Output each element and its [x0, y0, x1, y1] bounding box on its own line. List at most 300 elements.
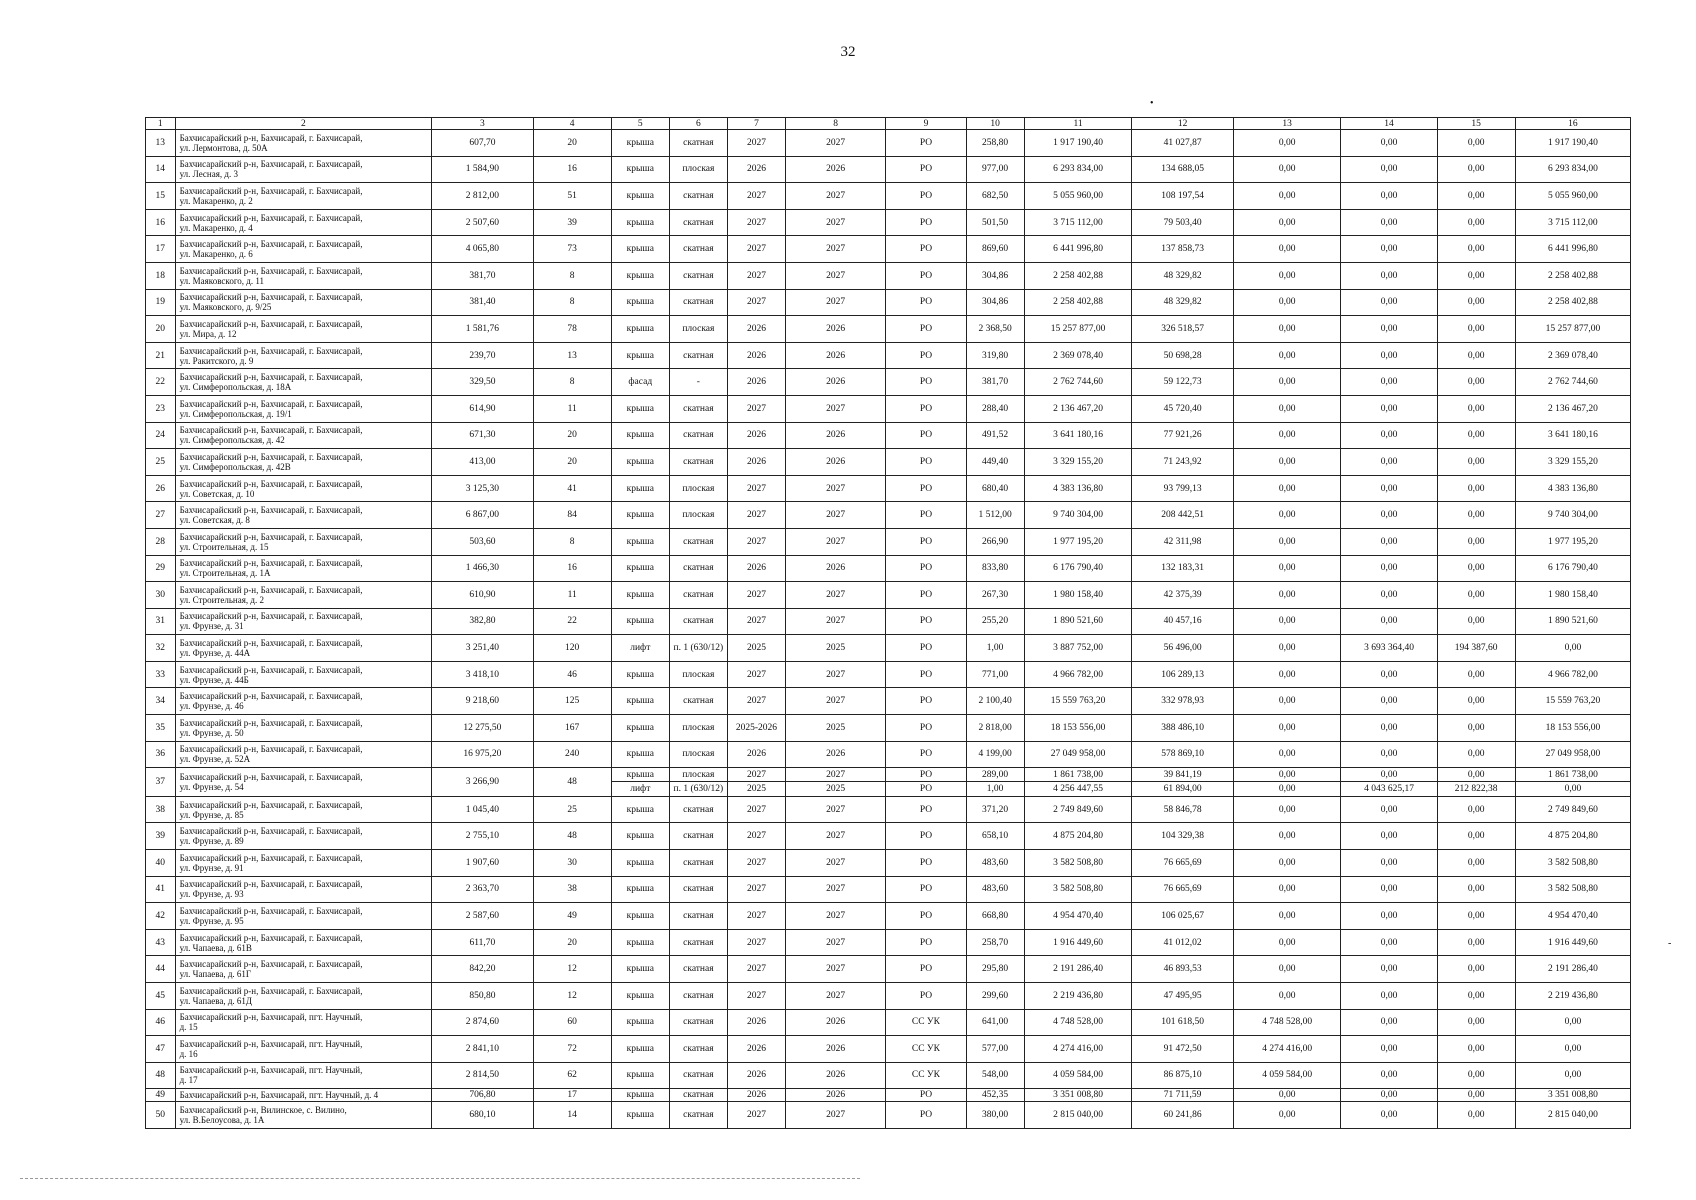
data-cell: 491,52 [966, 422, 1024, 449]
data-cell: 0,00 [1341, 956, 1437, 983]
data-cell: 2027 [785, 823, 885, 850]
data-cell: 167 [533, 715, 611, 742]
data-cell: 9 740 304,00 [1515, 502, 1630, 529]
data-cell: крыша [611, 316, 669, 343]
data-cell: 2027 [727, 528, 785, 555]
address-line: д. 15 [179, 1022, 198, 1033]
data-cell: крыша [611, 555, 669, 582]
table-row [146, 956, 1631, 983]
row-number: 47 [146, 1036, 176, 1063]
data-cell: крыша [611, 768, 669, 782]
data-cell: 0,00 [1437, 796, 1515, 823]
data-cell: 6 441 996,80 [1515, 236, 1630, 263]
data-cell: 30 [533, 849, 611, 876]
data-cell: 0,00 [1437, 929, 1515, 956]
address-line: Бахчисарайский р-н, Бахчисарай, г. Бахчисарай, [179, 372, 363, 383]
data-cell: 332 978,93 [1132, 688, 1233, 715]
data-cell: 706,80 [432, 1089, 533, 1102]
data-cell: 452,35 [966, 1089, 1024, 1102]
data-cell: 16 975,20 [432, 741, 533, 768]
data-cell: 0,00 [1341, 608, 1437, 635]
data-cell: 2025 [785, 715, 885, 742]
address-line: ул. Фрунзе, д. 44А [179, 648, 251, 659]
data-cell: 41 [533, 475, 611, 502]
data-cell: 2 191 286,40 [1024, 956, 1132, 983]
data-cell: 79 503,40 [1132, 209, 1233, 236]
data-cell: 3 641 180,16 [1515, 422, 1630, 449]
data-cell: крыша [611, 903, 669, 930]
data-cell: 0,00 [1233, 183, 1341, 210]
data-cell: 2027 [727, 796, 785, 823]
data-cell: РО [886, 929, 966, 956]
data-cell: 2027 [785, 582, 885, 609]
row-number: 35 [146, 715, 176, 742]
data-cell: 1 512,00 [966, 502, 1024, 529]
data-cell: 0,00 [1341, 316, 1437, 343]
data-cell: 3 266,90 [432, 768, 533, 797]
data-cell: 2026 [727, 741, 785, 768]
data-cell: 2027 [727, 502, 785, 529]
address-cell [175, 316, 432, 343]
row-number: 21 [146, 342, 176, 369]
data-cell: 73 [533, 236, 611, 263]
data-cell: 2027 [785, 262, 885, 289]
data-cell: 2027 [727, 1102, 785, 1129]
address-line: Бахчисарайский р-н, Бахчисарай, г. Бахчисарай, [179, 132, 363, 143]
address-line: Бахчисарайский р-н, Бахчисарай, г. Бахчисарай, [179, 292, 363, 303]
data-cell: 0,00 [1437, 823, 1515, 850]
data-cell: скатная [669, 582, 727, 609]
data-cell: 0,00 [1437, 1102, 1515, 1129]
data-cell: 0,00 [1233, 796, 1341, 823]
address-line: ул. Симферопольская, д. 19/1 [179, 408, 292, 419]
data-cell: 2027 [785, 768, 885, 782]
address-line: Бахчисарайский р-н, Бахчисарай, г. Бахчисарай, [179, 664, 363, 675]
data-cell: 0,00 [1233, 982, 1341, 1009]
data-cell: 2027 [785, 1102, 885, 1129]
data-cell: 86 875,10 [1132, 1062, 1233, 1089]
table-row [146, 395, 1631, 422]
address-line: Бахчисарайский р-н, Бахчисарай, г. Бахчисарай, [179, 212, 363, 223]
data-cell: 137 858,73 [1132, 236, 1233, 263]
address-line: Бахчисарайский р-н, Бахчисарай, г. Бахчисарай, [179, 584, 363, 595]
data-cell: 0,00 [1341, 528, 1437, 555]
data-cell: 388 486,10 [1132, 715, 1233, 742]
data-cell: 319,80 [966, 342, 1024, 369]
data-cell: 0,00 [1341, 661, 1437, 688]
data-cell: 2025 [727, 635, 785, 662]
data-cell: РО [886, 982, 966, 1009]
data-cell: СС УК [886, 1036, 966, 1063]
data-cell: 1,00 [966, 635, 1024, 662]
data-cell: 2 874,60 [432, 1009, 533, 1036]
data-cell: 2026 [785, 1009, 885, 1036]
address-cell [175, 956, 432, 983]
data-cell: 0,00 [1233, 555, 1341, 582]
data-cell: 869,60 [966, 236, 1024, 263]
data-cell: 3 351 008,80 [1515, 1089, 1630, 1102]
column-header: 1 [146, 118, 176, 130]
data-cell: 2026 [727, 1089, 785, 1102]
data-cell: 3 715 112,00 [1024, 209, 1132, 236]
data-cell: 2 100,40 [966, 688, 1024, 715]
data-cell: РО [886, 608, 966, 635]
address-line: ул. Фрунзе, д. 46 [179, 701, 244, 712]
data-cell: РО [886, 502, 966, 529]
data-cell: 0,00 [1341, 289, 1437, 316]
address-line: Бахчисарайский р-н, Бахчисарай, г. Бахчисарай, [179, 852, 363, 863]
data-cell: 2 812,00 [432, 183, 533, 210]
data-cell: скатная [669, 1009, 727, 1036]
row-number: 25 [146, 449, 176, 476]
data-cell: 1 581,76 [432, 316, 533, 343]
data-cell: крыша [611, 741, 669, 768]
data-cell: 239,70 [432, 342, 533, 369]
data-cell: 0,00 [1233, 956, 1341, 983]
data-cell: крыша [611, 796, 669, 823]
data-cell: крыша [611, 528, 669, 555]
data-cell: 0,00 [1233, 130, 1341, 157]
data-cell: 2027 [785, 209, 885, 236]
address-line: ул. Фрунзе, д. 44Б [179, 674, 249, 685]
data-cell: 381,70 [966, 369, 1024, 396]
address-cell [175, 130, 432, 157]
data-cell: РО [886, 395, 966, 422]
data-cell: РО [886, 781, 966, 796]
column-header: 5 [611, 118, 669, 130]
address-line: Бахчисарайский р-н, Бахчисарай, г. Бахчисарай, [179, 826, 363, 837]
data-cell: 0,00 [1341, 502, 1437, 529]
data-cell: 38 [533, 876, 611, 903]
data-cell: 2027 [727, 823, 785, 850]
data-cell: 1 861 738,00 [1024, 768, 1132, 782]
data-cell: 2027 [727, 608, 785, 635]
data-cell: РО [886, 741, 966, 768]
address-cell [175, 262, 432, 289]
data-cell: 299,60 [966, 982, 1024, 1009]
data-cell: 3 125,30 [432, 475, 533, 502]
data-cell: 0,00 [1437, 262, 1515, 289]
data-cell: 1 890 521,60 [1024, 608, 1132, 635]
row-number: 49 [146, 1089, 176, 1102]
data-cell: скатная [669, 849, 727, 876]
data-cell: 78 [533, 316, 611, 343]
row-number: 43 [146, 929, 176, 956]
data-cell: 41 012,02 [1132, 929, 1233, 956]
table-row [146, 342, 1631, 369]
data-cell: 0,00 [1437, 528, 1515, 555]
data-cell: плоская [669, 768, 727, 782]
data-cell: крыша [611, 1102, 669, 1129]
data-cell: РО [886, 768, 966, 782]
data-cell: 2027 [785, 502, 885, 529]
table-row [146, 608, 1631, 635]
data-cell: 326 518,57 [1132, 316, 1233, 343]
data-cell: 503,60 [432, 528, 533, 555]
data-cell: 13 [533, 342, 611, 369]
data-cell: 9 740 304,00 [1024, 502, 1132, 529]
address-line: Бахчисарайский р-н, Бахчисарай, г. Бахчисарай, [179, 451, 363, 462]
address-cell [175, 715, 432, 742]
address-cell [175, 876, 432, 903]
data-cell: 48 [533, 768, 611, 797]
data-cell: 304,86 [966, 262, 1024, 289]
data-cell: 2026 [727, 1036, 785, 1063]
address-line: ул. Фрунзе, д. 95 [179, 915, 244, 926]
data-cell: 2027 [727, 262, 785, 289]
data-cell: 2027 [727, 661, 785, 688]
data-cell: 8 [533, 262, 611, 289]
data-cell: 4 199,00 [966, 741, 1024, 768]
data-cell: скатная [669, 796, 727, 823]
table-row [146, 982, 1631, 1009]
address-line: Бахчисарайский р-н, Бахчисарай, г. Бахчисарай, [179, 879, 363, 890]
data-cell: РО [886, 823, 966, 850]
row-number: 16 [146, 209, 176, 236]
data-cell: 93 799,13 [1132, 475, 1233, 502]
row-number: 44 [146, 956, 176, 983]
data-cell: 0,00 [1233, 741, 1341, 768]
address-line: ул. Макаренко, д. 6 [179, 249, 253, 260]
data-cell: 59 122,73 [1132, 369, 1233, 396]
data-cell: 0,00 [1341, 369, 1437, 396]
data-cell: 4 059 584,00 [1024, 1062, 1132, 1089]
data-cell: 2027 [727, 183, 785, 210]
data-cell: 2026 [785, 342, 885, 369]
address-line: ул. Чапаева, д. 61В [179, 942, 252, 953]
table-row [146, 635, 1631, 662]
table-row [146, 236, 1631, 263]
data-cell: 2 755,10 [432, 823, 533, 850]
data-cell: 12 [533, 956, 611, 983]
address-line: Бахчисарайский р-н, Бахчисарай, г. Бахчисарай, [179, 345, 363, 356]
column-header: 14 [1341, 118, 1437, 130]
data-cell: крыша [611, 183, 669, 210]
address-line: Бахчисарайский р-н, Бахчисарай, г. Бахчисарай, [179, 239, 363, 250]
data-cell: 15 257 877,00 [1024, 316, 1132, 343]
data-cell: РО [886, 236, 966, 263]
data-cell: 0,00 [1437, 475, 1515, 502]
data-cell: 0,00 [1233, 582, 1341, 609]
table-row [146, 715, 1631, 742]
data-cell: 2027 [785, 903, 885, 930]
data-cell: 0,00 [1341, 715, 1437, 742]
data-cell: 4 748 528,00 [1024, 1009, 1132, 1036]
data-cell: 2 815 040,00 [1024, 1102, 1132, 1129]
column-header: 16 [1515, 118, 1630, 130]
address-line: Бахчисарайский р-н, Бахчисарай, г. Бахчисарай, [179, 772, 363, 782]
data-cell: 680,10 [432, 1102, 533, 1129]
scan-mark: - [1668, 938, 1672, 949]
row-number: 30 [146, 582, 176, 609]
address-cell [175, 1089, 432, 1102]
data-cell: 106 025,67 [1132, 903, 1233, 930]
data-cell: 2026 [785, 1036, 885, 1063]
data-cell: 125 [533, 688, 611, 715]
data-cell: 2027 [785, 876, 885, 903]
data-cell: 22 [533, 608, 611, 635]
data-cell: 20 [533, 130, 611, 157]
data-cell: 2027 [727, 582, 785, 609]
data-cell: 0,00 [1341, 876, 1437, 903]
data-cell: 2 815 040,00 [1515, 1102, 1630, 1129]
data-cell: РО [886, 369, 966, 396]
data-cell: 2 749 849,60 [1515, 796, 1630, 823]
address-line: ул. Фрунзе, д. 91 [179, 862, 244, 873]
column-number-row [146, 118, 1631, 130]
address-cell [175, 823, 432, 850]
data-cell: крыша [611, 156, 669, 183]
data-cell: 0,00 [1233, 635, 1341, 662]
data-cell: 2027 [785, 929, 885, 956]
data-cell: 2027 [785, 395, 885, 422]
data-cell: 71 243,92 [1132, 449, 1233, 476]
data-cell: 2026 [727, 422, 785, 449]
table-row [146, 741, 1631, 768]
data-cell: 2027 [785, 688, 885, 715]
address-line: Бахчисарайский р-н, Бахчисарай, г. Бахчисарай, [179, 905, 363, 916]
data-cell: крыша [611, 823, 669, 850]
address-line: Бахчисарайский р-н, Бахчисарай, г. Бахчисарай, [179, 185, 363, 196]
data-cell: 0,00 [1233, 768, 1341, 782]
column-header: 3 [432, 118, 533, 130]
row-number: 34 [146, 688, 176, 715]
data-cell: 2026 [785, 741, 885, 768]
data-cell: 76 665,69 [1132, 876, 1233, 903]
data-cell: 2 258 402,88 [1515, 289, 1630, 316]
data-cell: 77 921,26 [1132, 422, 1233, 449]
data-cell: 2026 [785, 422, 885, 449]
address-line: Бахчисарайский р-н, Бахчисарай, г. Бахчисарай, [179, 611, 363, 622]
row-number: 38 [146, 796, 176, 823]
data-cell: 2 587,60 [432, 903, 533, 930]
address-line: д. 16 [179, 1048, 198, 1059]
data-cell: 0,00 [1341, 796, 1437, 823]
data-cell: 977,00 [966, 156, 1024, 183]
row-number: 24 [146, 422, 176, 449]
data-cell: 3 693 364,40 [1341, 635, 1437, 662]
table-row [146, 449, 1631, 476]
address-cell [175, 741, 432, 768]
data-cell: 60 241,86 [1132, 1102, 1233, 1129]
column-header: 9 [886, 118, 966, 130]
column-header: 10 [966, 118, 1024, 130]
data-cell: 0,00 [1341, 475, 1437, 502]
address-line: ул. Фрунзе, д. 50 [179, 727, 244, 738]
data-cell: 6 293 834,00 [1024, 156, 1132, 183]
data-cell: 0,00 [1233, 209, 1341, 236]
data-cell: 84 [533, 502, 611, 529]
row-number: 39 [146, 823, 176, 850]
data-cell: 20 [533, 449, 611, 476]
data-cell: скатная [669, 929, 727, 956]
data-cell: 3 887 752,00 [1024, 635, 1132, 662]
data-cell: 6 176 790,40 [1515, 555, 1630, 582]
data-cell: 0,00 [1341, 395, 1437, 422]
data-cell: 1 980 158,40 [1024, 582, 1132, 609]
address-line: ул. Фрунзе, д. 85 [179, 809, 244, 820]
data-cell: 0,00 [1341, 130, 1437, 157]
data-cell: 0,00 [1233, 422, 1341, 449]
table-row [146, 289, 1631, 316]
data-cell: 0,00 [1341, 236, 1437, 263]
data-cell: РО [886, 262, 966, 289]
data-cell: 0,00 [1341, 449, 1437, 476]
address-cell [175, 1102, 432, 1129]
row-number: 45 [146, 982, 176, 1009]
data-cell: 3 351 008,80 [1024, 1089, 1132, 1102]
data-cell: 0,00 [1437, 1062, 1515, 1089]
data-cell: 12 [533, 982, 611, 1009]
row-number: 29 [146, 555, 176, 582]
address-line: ул. Строительная, д. 2 [179, 594, 264, 605]
data-cell: 42 375,39 [1132, 582, 1233, 609]
data-cell: 2 219 436,80 [1515, 982, 1630, 1009]
data-cell: скатная [669, 956, 727, 983]
address-cell [175, 369, 432, 396]
data-cell: 2027 [727, 475, 785, 502]
data-cell: крыша [611, 395, 669, 422]
data-cell: 2027 [785, 608, 885, 635]
data-cell: 0,00 [1437, 956, 1515, 983]
address-cell [175, 768, 432, 797]
table-row [146, 528, 1631, 555]
address-cell [175, 342, 432, 369]
data-cell: РО [886, 555, 966, 582]
data-cell: РО [886, 528, 966, 555]
data-cell: 413,00 [432, 449, 533, 476]
data-cell: 2027 [785, 130, 885, 157]
data-cell: крыша [611, 929, 669, 956]
data-cell: крыша [611, 876, 669, 903]
table-body [146, 130, 1631, 1129]
data-cell: 4 748 528,00 [1233, 1009, 1341, 1036]
address-line: ул. Фрунзе, д. 54 [179, 782, 244, 792]
data-cell: 3 329 155,20 [1024, 449, 1132, 476]
data-cell: 0,00 [1515, 1062, 1630, 1089]
data-cell: 371,20 [966, 796, 1024, 823]
data-cell: скатная [669, 823, 727, 850]
data-cell: 0,00 [1341, 342, 1437, 369]
data-cell: 3 641 180,16 [1024, 422, 1132, 449]
data-cell: 0,00 [1437, 982, 1515, 1009]
row-number: 20 [146, 316, 176, 343]
data-cell: скатная [669, 608, 727, 635]
data-cell: 610,90 [432, 582, 533, 609]
data-cell: 2 363,70 [432, 876, 533, 903]
data-cell: 483,60 [966, 876, 1024, 903]
data-cell: 2 369 078,40 [1024, 342, 1132, 369]
address-cell [175, 449, 432, 476]
table-row [146, 1102, 1631, 1129]
data-cell: 4 383 136,80 [1024, 475, 1132, 502]
address-line: ул. Симферопольская, д. 42В [179, 461, 291, 472]
data-cell: 45 720,40 [1132, 395, 1233, 422]
data-cell: 76 665,69 [1132, 849, 1233, 876]
row-number: 40 [146, 849, 176, 876]
data-cell: 0,00 [1515, 781, 1630, 796]
data-cell: 2 136 467,20 [1024, 395, 1132, 422]
data-cell: 0,00 [1233, 316, 1341, 343]
address-cell [175, 236, 432, 263]
data-cell: 2027 [727, 768, 785, 782]
repair-program-table [145, 117, 1631, 1129]
column-header: 2 [175, 118, 432, 130]
row-number: 15 [146, 183, 176, 210]
address-cell [175, 1062, 432, 1089]
data-cell: скатная [669, 688, 727, 715]
data-cell: 6 293 834,00 [1515, 156, 1630, 183]
